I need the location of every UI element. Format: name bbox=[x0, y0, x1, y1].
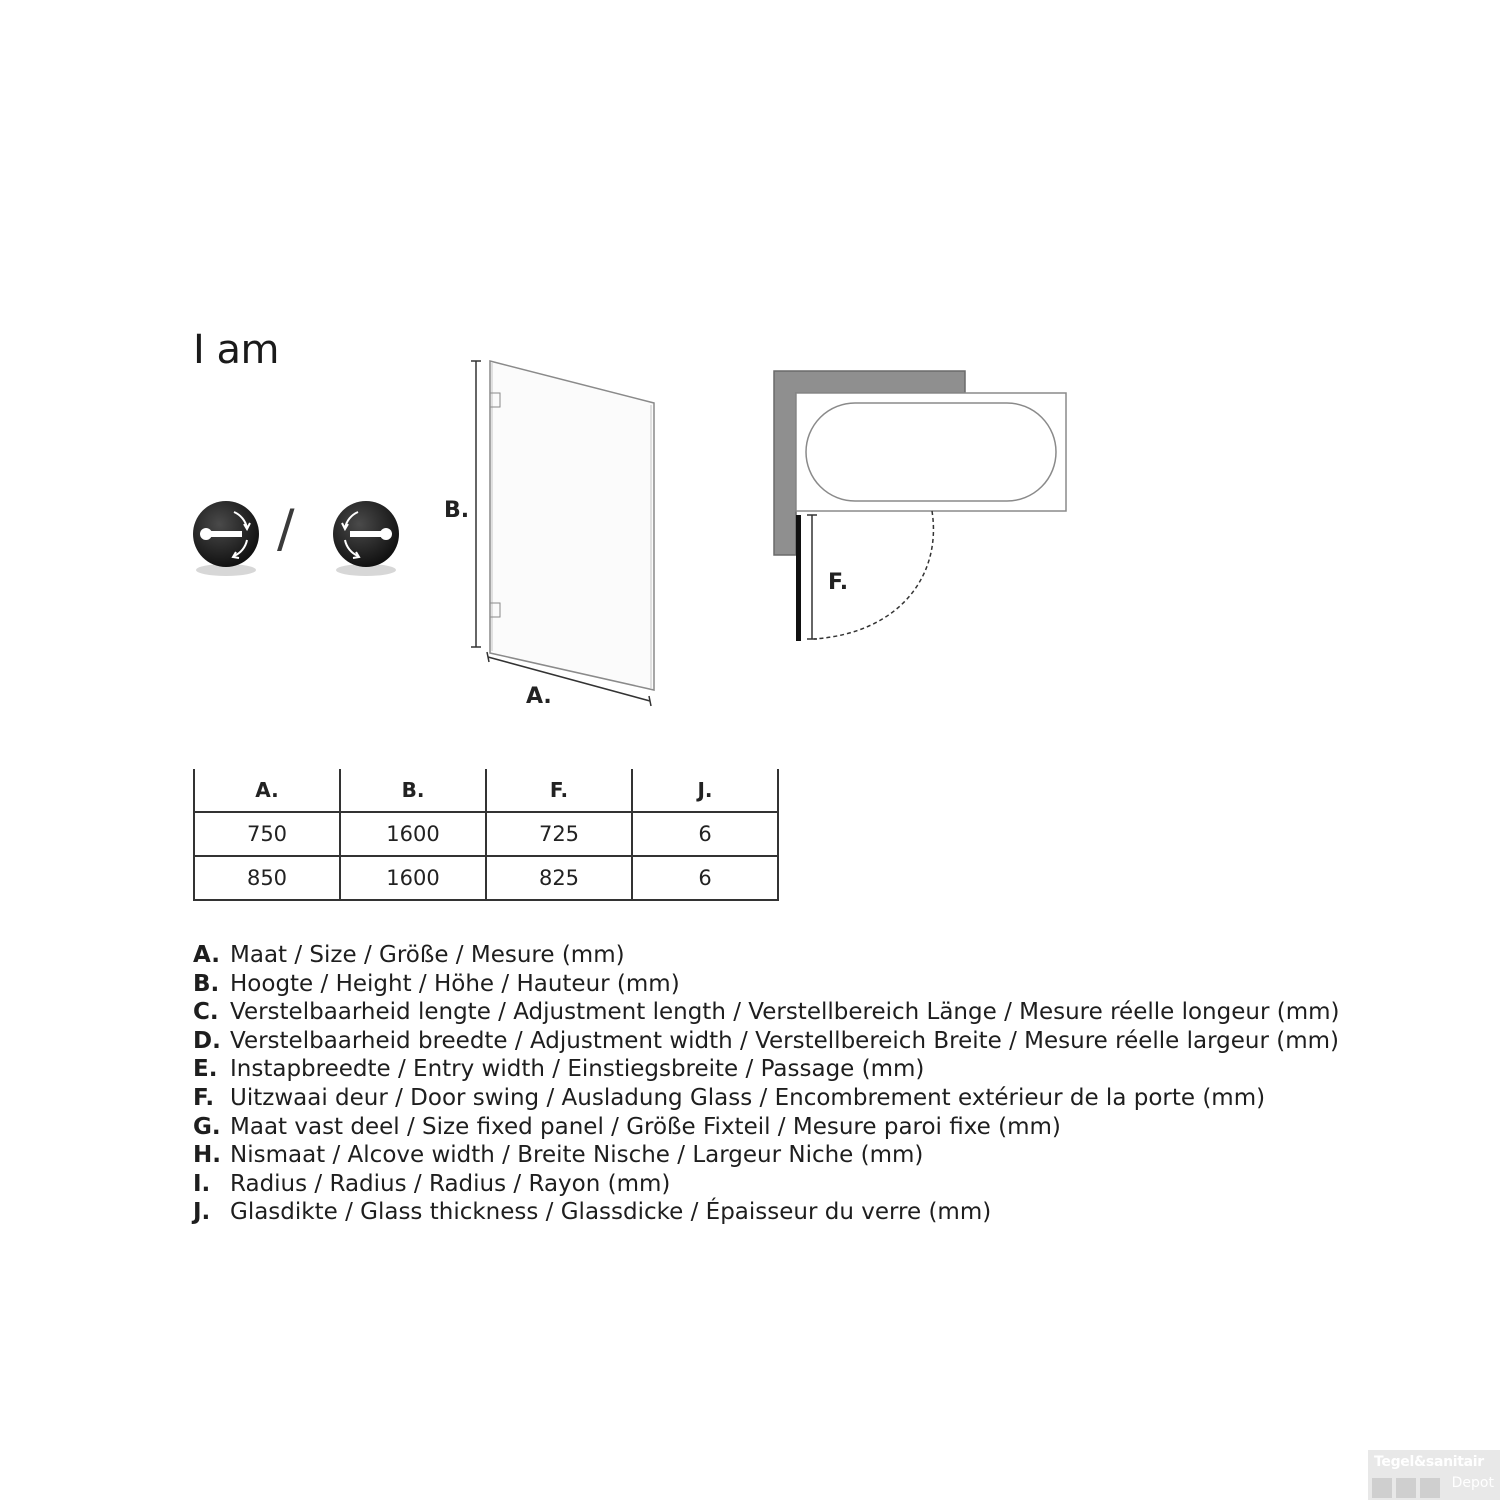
legend-item bbox=[193, 1084, 1339, 1113]
table-cell: 1600 bbox=[340, 812, 486, 856]
legend-list bbox=[193, 941, 1339, 1227]
width-label: A. bbox=[526, 684, 552, 709]
legend-key: A. bbox=[193, 942, 220, 968]
legend-key: G. bbox=[193, 1113, 221, 1140]
legend-text: Nismaat / Alcove width / Breite Nische / Largeur Niche (mm) bbox=[230, 1142, 924, 1169]
page-title: I am bbox=[193, 327, 279, 373]
legend-key: I. bbox=[193, 1170, 211, 1197]
legend-item bbox=[193, 998, 1339, 1027]
legend-key: B. bbox=[193, 970, 220, 997]
legend-key: H. bbox=[193, 1142, 221, 1169]
bathtub-plan-diagram bbox=[770, 365, 1075, 650]
legend-text: Instapbreedte / Entry width / Einstiegsbreite / Passage (mm) bbox=[230, 1056, 925, 1083]
legend-item bbox=[193, 1170, 1339, 1199]
table-cell: 6 bbox=[632, 812, 778, 856]
hinge-left-swing-icon bbox=[330, 498, 402, 578]
legend-item bbox=[193, 1027, 1339, 1056]
height-label: B. bbox=[444, 498, 470, 523]
table-row bbox=[194, 812, 778, 856]
hinge-right-swing-icon bbox=[190, 498, 262, 578]
legend-text: Verstelbaarheid breedte / Adjustment width / Verstellbereich Breite / Mesure réelle largeur (mm) bbox=[230, 1027, 1339, 1054]
table-cell: 750 bbox=[194, 812, 340, 856]
table-header: F. bbox=[486, 769, 632, 812]
legend-item bbox=[193, 1055, 1339, 1084]
glass-panel-diagram bbox=[440, 355, 670, 715]
height-dimension-line bbox=[471, 361, 481, 647]
brand-name: Tegel&sanitair bbox=[1374, 1454, 1484, 1470]
legend-key: F. bbox=[193, 1084, 215, 1111]
table-header: A. bbox=[194, 769, 340, 812]
legend-text: Uitzwaai deur / Door swing / Ausladung Glass / Encombrement extérieur de la porte (mm) bbox=[230, 1084, 1266, 1111]
table-header: J. bbox=[632, 769, 778, 812]
table-cell: 6 bbox=[632, 856, 778, 900]
brand-sub: Depot bbox=[1451, 1475, 1494, 1491]
legend-item bbox=[193, 941, 1339, 970]
legend-text: Maat vast deel / Size fixed panel / Größe Fixteil / Mesure paroi fixe (mm) bbox=[230, 1113, 1061, 1140]
legend-item bbox=[193, 970, 1339, 999]
legend-key: D. bbox=[193, 1027, 221, 1054]
swing-dimension-line bbox=[807, 515, 817, 639]
tile-icon bbox=[1420, 1478, 1440, 1498]
legend-item bbox=[193, 1141, 1339, 1170]
swing-label: F. bbox=[828, 570, 849, 595]
legend-text: Hoogte / Height / Höhe / Hauteur (mm) bbox=[230, 970, 680, 997]
table-cell: 1600 bbox=[340, 856, 486, 900]
table-cell: 725 bbox=[486, 812, 632, 856]
legend-item bbox=[193, 1198, 1339, 1227]
shower-screen bbox=[796, 515, 801, 641]
separator-slash: / bbox=[277, 499, 295, 559]
legend-text: Radius / Radius / Radius / Rayon (mm) bbox=[230, 1170, 671, 1197]
table-row bbox=[194, 856, 778, 900]
drop-icon bbox=[1372, 1478, 1392, 1498]
legend-key: E. bbox=[193, 1056, 218, 1083]
tile-icon bbox=[1396, 1478, 1416, 1498]
table-cell: 825 bbox=[486, 856, 632, 900]
legend-key: C. bbox=[193, 999, 219, 1026]
table-header: B. bbox=[340, 769, 486, 812]
legend-key: J. bbox=[193, 1199, 211, 1226]
legend-text: Verstelbaarheid lengte / Adjustment length / Verstellbereich Länge / Mesure réelle longeur (mm) bbox=[230, 999, 1340, 1026]
legend-text: Glasdikte / Glass thickness / Glassdicke / Épaisseur du verre (mm) bbox=[230, 1199, 992, 1226]
spec-table bbox=[193, 769, 779, 901]
legend-text: Maat / Size / Größe / Mesure (mm) bbox=[230, 942, 625, 968]
legend-item bbox=[193, 1113, 1339, 1142]
table-header-row bbox=[194, 769, 778, 812]
table-cell: 850 bbox=[194, 856, 340, 900]
bathtub bbox=[796, 393, 1066, 511]
glass-panel bbox=[490, 361, 654, 690]
brand-watermark bbox=[1368, 1450, 1500, 1500]
